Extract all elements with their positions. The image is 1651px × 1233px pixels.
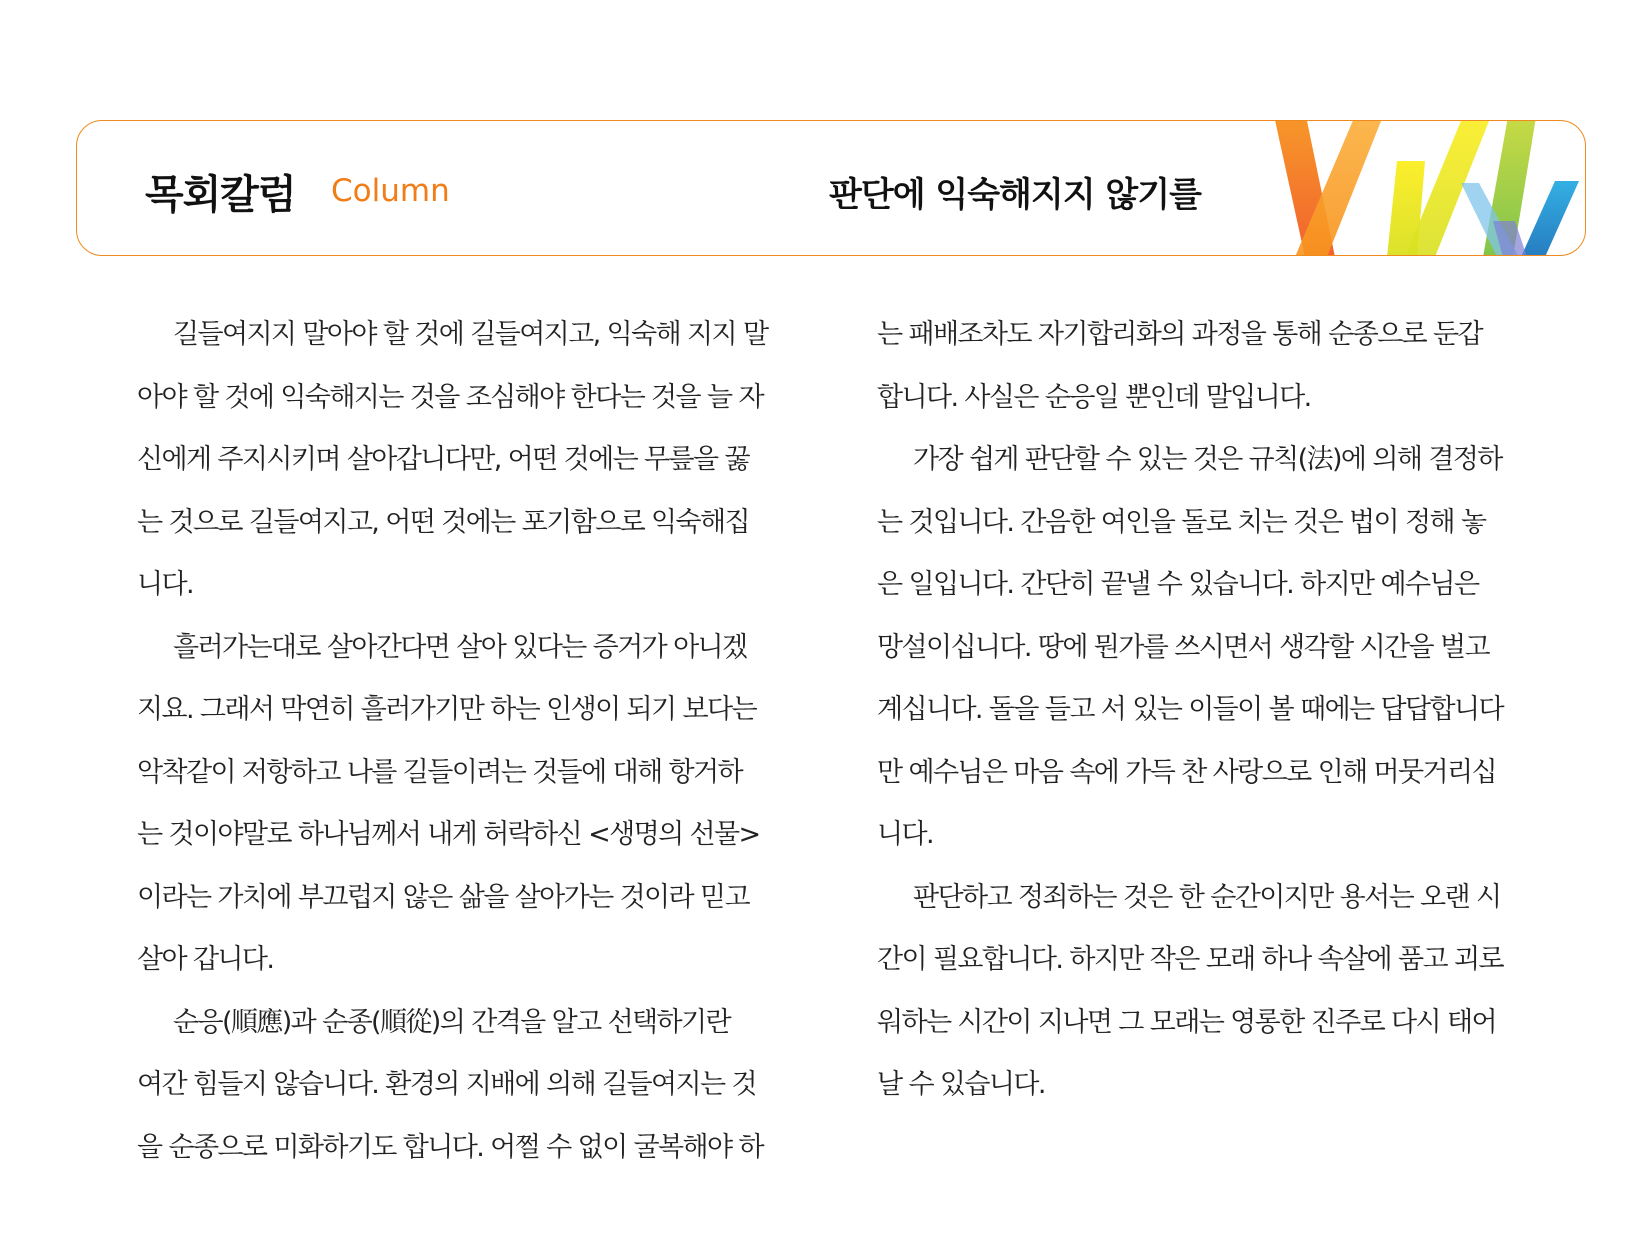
stripe-blue [1521, 181, 1579, 256]
text-line: 날 수 있습니다. [877, 1069, 1045, 1100]
text-line: 여간 힘들지 않습니다. 환경의 지배에 의해 길들여지는 것 [137, 1069, 756, 1100]
text-line: 순응(順應)과 순종(順從)의 간격을 알고 선택하기란 [173, 1006, 730, 1038]
column-header-bar [76, 120, 1586, 256]
text-line: 이라는 가치에 부끄럽지 않은 삶을 살아가는 것이라 믿고 [137, 881, 749, 913]
text-line: 워하는 시간이 지나면 그 모래는 영롱한 진주로 다시 태어 [877, 1006, 1496, 1038]
text-line: 가장 쉽게 판단할 수 있는 것은 규칙(法)에 의해 결정하 [913, 444, 1502, 475]
column-title-korean: 목회칼럼 [145, 172, 296, 218]
text-line: 신에게 주지시키며 살아갑니다만, 어떤 것에는 무릎을 꿇 [137, 444, 749, 475]
text-line: 는 것으로 길들여지고, 어떤 것에는 포기함으로 익숙해집 [137, 506, 749, 538]
text-line: 아야 할 것에 익숙해지는 것을 조심해야 한다는 것을 늘 자 [137, 381, 763, 413]
text-line: 니다. [877, 819, 933, 850]
text-line: 는 것입니다. 간음한 여인을 돌로 치는 것은 법이 정해 놓 [877, 506, 1486, 538]
text-line: 을 순종으로 미화하기도 합니다. 어쩔 수 없이 굴복해야 하 [137, 1131, 763, 1163]
text-line: 살아 갑니다. [137, 944, 274, 975]
text-line: 만 예수님은 마음 속에 가득 찬 사랑으로 인해 머뭇거리십 [877, 756, 1496, 788]
text-line: 흘러가는대로 살아간다면 살아 있다는 증거가 아니겠 [173, 631, 747, 663]
text-line: 계십니다. 돌을 들고 서 있는 이들이 볼 때에는 답답합니다 [877, 694, 1503, 725]
right-text-column [877, 304, 1527, 1117]
text-line: 망설이십니다. 땅에 뭔가를 쓰시면서 생각할 시간을 벌고 [877, 631, 1489, 663]
text-line: 니다. [137, 569, 193, 600]
text-line: 길들여지지 말아야 할 것에 길들여지고, 익숙해 지지 말 [173, 319, 768, 350]
text-line: 판단하고 정죄하는 것은 한 순간이지만 용서는 오랜 시 [913, 881, 1501, 913]
text-line: 는 것이야말로 하나님께서 내게 허락하신 <생명의 선물> [137, 819, 760, 850]
text-line: 는 패배조차도 자기합리화의 과정을 통해 순종으로 둔갑 [877, 319, 1482, 350]
decorative-stripes-graphic [1265, 121, 1585, 256]
text-line: 악착같이 저항하고 나를 길들이려는 것들에 대해 항거하 [137, 756, 742, 788]
text-line: 은 일입니다. 간단히 끝낼 수 있습니다. 하지만 예수님은 [877, 569, 1479, 600]
left-text-column [137, 304, 787, 1179]
column-title-english: Column [331, 173, 450, 209]
text-line: 간이 필요합니다. 하지만 작은 모래 하나 속살에 품고 괴로 [877, 944, 1503, 975]
text-line: 지요. 그래서 막연히 흘러가기만 하는 인생이 되기 보다는 [137, 694, 756, 725]
article-title: 판단에 익숙해지지 않기를 [829, 175, 1201, 215]
text-line: 합니다. 사실은 순응일 뿐인데 말입니다. [877, 381, 1311, 413]
